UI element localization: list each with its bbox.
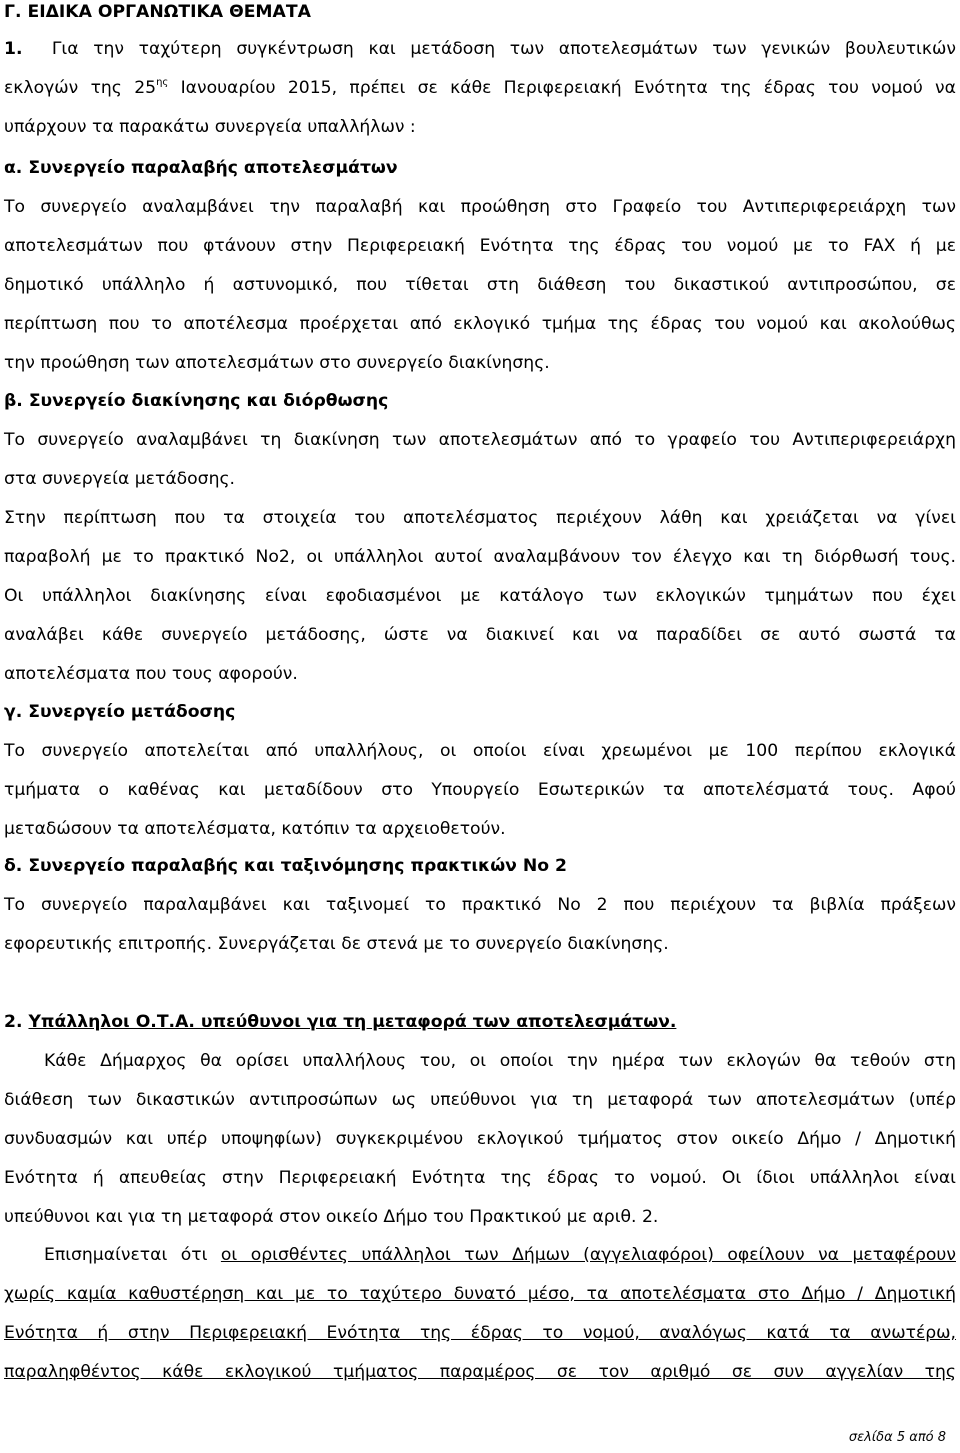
- para-line: τμήματα ο καθένας και μεταδίδουν στο Υπουργείο Εσωτερικών τα αποτελέσματά τους. Αφού: [4, 780, 956, 800]
- section-title: Γ. ΕΙΔΙΚΑ ΟΡΓΑΝΩΤΙΚΑ ΘΕΜΑΤΑ: [4, 2, 311, 22]
- para-line: παραληφθέντος κάθε εκλογικού τμήματος παραμέρος σε τον αριθμό σε συν αγγελίαν της: [4, 1362, 956, 1382]
- item1-line2: εκλογών της $25^{\eta\varsigma}$ Ιανουαρίου 2015, πρέπει σε κάθε Περιφερειακή Ενότητα της έδρας του νομού να: [4, 77, 956, 98]
- item2-number: 2.: [4, 1012, 23, 1032]
- para-line: Επισημαίνεται ότι οι ορισθέντες υπάλληλοι των Δήμων (αγγελιαφόροι) οφείλουν να μεταφέρουν: [44, 1245, 956, 1265]
- subsection-c-heading: γ. Συνεργείο μετάδοσης: [4, 702, 236, 722]
- para-line: παραβολή με το πρακτικό Νο2, οι υπάλληλοι αυτοί αναλαμβάνουν τον έλεγχο και τη διόρθωσή τους.: [4, 547, 956, 567]
- item1-line1: 1. Για την ταχύτερη συγκέντρωση και μετάδοση των αποτελεσμάτων των γενικών βουλευτικών: [4, 39, 956, 59]
- para-line: αναλάβει κάθε συνεργείο μετάδοσης, ώστε να διακινεί και να παραδίδει σε αυτό σωστά τα: [4, 625, 956, 645]
- para-line: Το συνεργείο αναλαμβάνει την παραλαβή και προώθηση στο Γραφείο του Αντιπεριφερειάρχη των: [4, 197, 956, 217]
- para-line: συνδυασμών και υπέρ υποψηφίων) συγκεκριμένου εκλογικού τμήματος στον οικείο Δήμο / Δημοτική: [4, 1129, 956, 1149]
- item2-heading: Υπάλληλοι Ο.Τ.Α. υπεύθυνοι για τη μεταφορά των αποτελεσμάτων.: [28, 1012, 677, 1032]
- para-line: εφορευτικής επιτροπής. Συνεργάζεται δε στενά με το συνεργείο διακίνησης.: [4, 934, 669, 954]
- para-line: Οι υπάλληλοι διακίνησης είναι εφοδιασμένοι με κατάλογο των εκλογικών τμημάτων που έχει: [4, 586, 956, 606]
- para-line: αποτελέσματα που τους αφορούν.: [4, 664, 298, 684]
- para-line: Ενότητα ή στην Περιφερειακή Ενότητα της έδρας το νομού, αναλόγως κατά τα ανωτέρω,: [4, 1323, 956, 1343]
- subsection-d-heading: δ. Συνεργείο παραλαβής και ταξινόμησης πρακτικών Νο 2: [4, 856, 567, 876]
- para-line: μεταδώσουν τα αποτελέσματα, κατόπιν τα αρχειοθετούν.: [4, 819, 506, 839]
- para-line: στα συνεργεία μετάδοσης.: [4, 469, 236, 489]
- item1-line3: υπάρχουν τα παρακάτω συνεργεία υπαλλήλων :: [4, 117, 416, 137]
- para-line: διάθεση των δικαστικών αντιπροσώπων ως υπεύθυνοι για τη μεταφορά των αποτελεσμάτων (υπέρ: [4, 1090, 956, 1110]
- item2-heading-line: [4, 1010, 956, 1034]
- subsection-b-heading: β. Συνεργείο διακίνησης και διόρθωσης: [4, 391, 389, 411]
- para-line: Το συνεργείο αναλαμβάνει τη διακίνηση των αποτελεσμάτων από το γραφείο του Αντιπεριφερειάρχη: [4, 430, 956, 450]
- para-line: Στην περίπτωση που τα στοιχεία του αποτελέσματος περιέχουν λάθη και χρειάζεται να γίνει: [4, 508, 956, 528]
- para-line: Κάθε Δήμαρχος θα ορίσει υπαλλήλους του, οι οποίοι την ημέρα των εκλογών θα τεθούν στη: [44, 1051, 956, 1071]
- para-line: Το συνεργείο παραλαμβάνει και ταξινομεί το πρακτικό Νο 2 που περιέχουν τα βιβλία πράξεων: [4, 895, 956, 915]
- para-line: αποτελεσμάτων που φτάνουν στην Περιφερειακή Ενότητα της έδρας του νομού με το FAX ή με: [4, 236, 956, 256]
- para-line: Το συνεργείο αποτελείται από υπαλλήλους, οι οποίοι είναι χρεωμένοι με 100 περίπου εκλογικά: [4, 741, 956, 761]
- para-line: την προώθηση των αποτελεσμάτων στο συνεργείο διακίνησης.: [4, 353, 550, 373]
- para-line: δημοτικό υπάλληλο ή αστυνομικό, που τίθεται στη διάθεση του δικαστικού αντιπροσώπου, σε: [4, 275, 956, 295]
- subsection-a-heading: α. Συνεργείο παραλαβής αποτελεσμάτων: [4, 158, 398, 178]
- page-number: σελίδα 5 από 8: [848, 1430, 946, 1445]
- para-line: υπεύθυνοι και για τη μεταφορά στον οικείο Δήμο του Πρακτικού με αριθ. 2.: [4, 1207, 659, 1227]
- para-line: περίπτωση που το αποτέλεσμα προέρχεται από εκλογικό τμήμα της έδρας του νομού και ακολούθως: [4, 314, 956, 334]
- para-line: χωρίς καμία καθυστέρηση και με το ταχύτερο δυνατό μέσο, τα αποτελέσματα στο Δήμο / Δημοτική: [4, 1284, 956, 1304]
- item1-number: 1.: [4, 39, 23, 59]
- para-line: Ενότητα ή απευθείας στην Περιφερειακή Ενότητα της έδρας το νομού. Οι ίδιοι υπάλληλοι είναι: [4, 1168, 956, 1188]
